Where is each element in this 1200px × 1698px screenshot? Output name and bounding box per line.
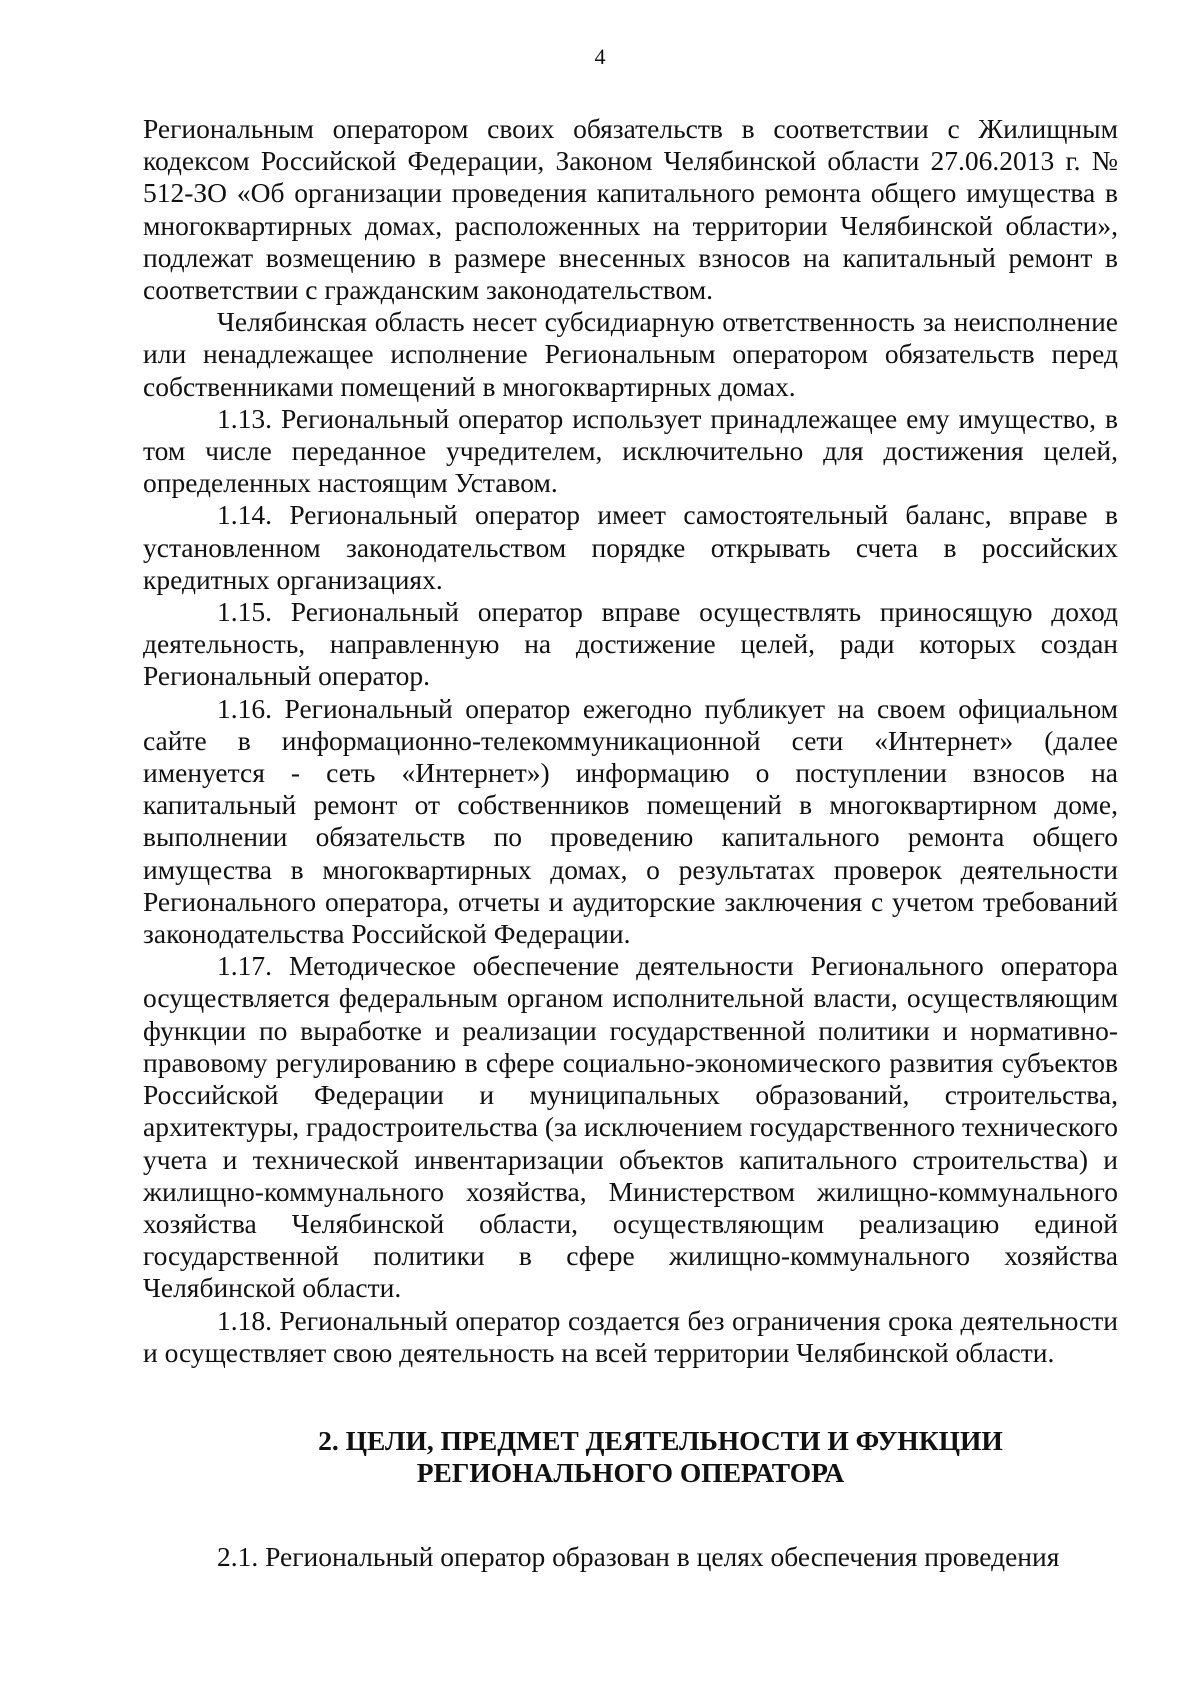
paragraph-1-15: 1.15. Региональный оператор вправе осуществлять приносящую доход деятельность, направленную на достижение целей, ради которых создан Региональный оператор. <box>143 596 1118 692</box>
paragraph-1-17: 1.17. Методическое обеспечение деятельности Регионального оператора осуществляется федеральным органом исполнительной власти, осуществляющим функции по выработке и реализации государственной политики и нормативно-правовому регулированию в сфере социально-экономического развития субъектов Российской Федерации и муниципальных образований, строительства, архитектуры, градостроительства (за исключением государственного технического учета и технической инвентаризации объектов капитального строительства) и жилищно-коммунального хозяйства, Министерством жилищно-коммунального хозяйства Челябинской области, осуществляющим реализацию единой государственной политики в сфере жилищно-коммунального хозяйства Челябинской области. <box>143 950 1118 1304</box>
section-2-heading <box>143 1369 1118 1541</box>
document-body <box>143 113 1118 1574</box>
paragraph-2-1: 2.1. Региональный оператор образован в целях обеспечения проведения <box>217 1541 1060 1573</box>
section-2-heading-line-2: РЕГИОНАЛЬНОГО ОПЕРАТОРА <box>416 1457 845 1489</box>
paragraph-continuation: Региональным оператором своих обязательств в соответствии с Жилищным кодексом Российской Федерации, Законом Челябинской области 27.06.2013 г. № 512-ЗО «Об организации проведения капитального ремонта общего имущества в многоквартирных домах, расположенных на территории Челябинской области», подлежат возмещению в размере внесенных взносов на капитальный ремонт в соответствии с гражданским законодательством. <box>143 113 1118 306</box>
paragraph-1-13: 1.13. Региональный оператор использует принадлежащее ему имущество, в том числе переданное учредителем, исключительно для достижения целей, определенных настоящим Уставом. <box>143 402 1118 499</box>
paragraph-1-16: 1.16. Региональный оператор ежегодно публикует на своем официальном сайте в информационно-телекоммуникационной сети «Интернет» (далее именуется - сеть «Интернет») информацию о поступлении взносов на капитальный ремонт от собственников помещений в многоквартирном доме, выполнении обязательств по проведению капитального ремонта общего имущества в многоквартирных домах, о результатах проверок деятельности Регионального оператора, отчеты и аудиторские заключения с учетом требований законодательства Российской Федерации. <box>143 692 1118 950</box>
paragraph-subsidiary-liability: Челябинская область несет субсидиарную ответственность за неисполнение или ненадлежащее исполнение Региональным оператором обязательств перед собственниками помещений в многоквартирных домах. <box>143 306 1118 402</box>
section-2-heading-line-1: 2. ЦЕЛИ, ПРЕДМЕТ ДЕЯТЕЛЬНОСТИ И ФУНКЦИИ <box>318 1424 1003 1456</box>
paragraph-1-14: 1.14. Региональный оператор имеет самостоятельный баланс, вправе в установленном законодательством порядке открывать счета в российских кредитных организациях. <box>143 499 1118 595</box>
page-number: 4 <box>594 44 606 69</box>
paragraph-1-18: 1.18. Региональный оператор создается без ограничения срока деятельности и осуществляет свою деятельность на всей территории Челябинской области. <box>143 1304 1118 1368</box>
